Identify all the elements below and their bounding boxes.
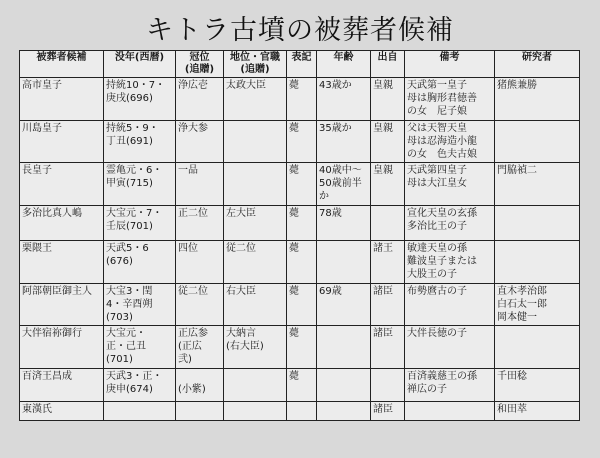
cell-researcher: [495, 121, 580, 163]
cell-remarks: 天武第一皇子 母は胸形君徳善 の女 尼子娘: [405, 78, 495, 121]
table-row: [20, 326, 580, 369]
cell-candidate: 東漢氏: [20, 402, 104, 421]
cell-notation: 薨: [287, 163, 317, 206]
cell-origin: 皇親: [371, 163, 405, 206]
cell-rank: [176, 402, 224, 421]
cell-death-year: [104, 402, 176, 421]
cell-age: 40歳中～ 50歳前半 か: [317, 163, 371, 206]
cell-researcher: 門脇禎二: [495, 163, 580, 206]
header-age: 年齢: [317, 51, 371, 78]
cell-position: 左大臣: [224, 206, 287, 241]
cell-candidate: 高市皇子: [20, 78, 104, 121]
cell-candidate: 阿部朝臣御主人: [20, 284, 104, 326]
cell-origin: 皇親: [371, 78, 405, 121]
cell-age: 69歳: [317, 284, 371, 326]
cell-age: [317, 369, 371, 402]
cell-candidate: 川島皇子: [20, 121, 104, 163]
cell-notation: 薨: [287, 78, 317, 121]
header-position: 地位・官職 (追贈): [224, 51, 287, 78]
cell-remarks: 布勢麿古の子: [405, 284, 495, 326]
cell-candidate: 大伴宿祢御行: [20, 326, 104, 369]
cell-origin: [371, 369, 405, 402]
cell-position: [224, 369, 287, 402]
table-row: [20, 78, 580, 121]
page-title: キトラ古墳の被葬者候補: [146, 15, 454, 46]
cell-rank: 従二位: [176, 284, 224, 326]
cell-candidate: 多治比真人嶋: [20, 206, 104, 241]
cell-death-year: 霊亀元・6・ 甲寅(715): [104, 163, 176, 206]
cell-remarks: 父は天智天皇 母は忍海造小龍 の女 色夫古娘: [405, 121, 495, 163]
cell-rank: 一品: [176, 163, 224, 206]
cell-candidate: 栗隈王: [20, 241, 104, 284]
table-row: [20, 402, 580, 421]
table-row: [20, 241, 580, 284]
cell-researcher: [495, 206, 580, 241]
cell-age: 35歳か: [317, 121, 371, 163]
header-candidate: 被葬者候補: [20, 51, 104, 78]
cell-position: 太政大臣: [224, 78, 287, 121]
cell-position: [224, 163, 287, 206]
table-row: [20, 121, 580, 163]
cell-death-year: 大宝3・閏 4・辛酉朔 (703): [104, 284, 176, 326]
cell-rank: 四位: [176, 241, 224, 284]
header-researcher: 研究者: [495, 51, 580, 78]
cell-death-year: 持統5・9・ 丁丑(691): [104, 121, 176, 163]
cell-candidate: 長皇子: [20, 163, 104, 206]
cell-remarks: 宣化天皇の玄孫 多治比王の子: [405, 206, 495, 241]
cell-origin: 諸臣: [371, 284, 405, 326]
cell-researcher: 和田萃: [495, 402, 580, 421]
cell-researcher: 千田稔: [495, 369, 580, 402]
cell-age: [317, 326, 371, 369]
cell-death-year: 持統10・7・ 庚戌(696): [104, 78, 176, 121]
table-row: [20, 284, 580, 326]
cell-position: [224, 121, 287, 163]
table-row: [20, 369, 580, 402]
header-origin: 出自: [371, 51, 405, 78]
header-rank: 冠位 (追贈): [176, 51, 224, 78]
header-death-year: 没年(西暦): [104, 51, 176, 78]
cell-notation: 薨: [287, 369, 317, 402]
cell-remarks: 敏達天皇の孫 難波皇子または 大股王の子: [405, 241, 495, 284]
cell-age: [317, 402, 371, 421]
table-row: [20, 206, 580, 241]
cell-notation: 薨: [287, 241, 317, 284]
cell-remarks: [405, 402, 495, 421]
cell-researcher: [495, 241, 580, 284]
cell-position: 従二位: [224, 241, 287, 284]
candidates-table: [19, 50, 580, 421]
cell-position: [224, 402, 287, 421]
cell-death-year: 大宝元・ 正・己丑 (701): [104, 326, 176, 369]
cell-death-year: 大宝元・7・ 壬辰(701): [104, 206, 176, 241]
cell-origin: 諸臣: [371, 326, 405, 369]
cell-origin: 皇親: [371, 121, 405, 163]
header-notation: 表記: [287, 51, 317, 78]
cell-age: [317, 241, 371, 284]
cell-remarks: 百済義慈王の孫 禅広の子: [405, 369, 495, 402]
header-remarks: 備考: [405, 51, 495, 78]
cell-remarks: 大伴長徳の子: [405, 326, 495, 369]
cell-notation: 薨: [287, 284, 317, 326]
cell-age: 78歳: [317, 206, 371, 241]
cell-researcher: 直木孝治郎 白石太一郎 岡本健一: [495, 284, 580, 326]
cell-rank: 浄広壱: [176, 78, 224, 121]
cell-death-year: 天武5・6 (676): [104, 241, 176, 284]
cell-origin: [371, 206, 405, 241]
cell-researcher: [495, 326, 580, 369]
cell-origin: 諸王: [371, 241, 405, 284]
table-row: [20, 163, 580, 206]
cell-notation: [287, 402, 317, 421]
cell-researcher: 猪熊兼勝: [495, 78, 580, 121]
cell-candidate: 百済王昌成: [20, 369, 104, 402]
cell-death-year: 天武3・正・ 庚申(674): [104, 369, 176, 402]
cell-notation: 薨: [287, 206, 317, 241]
cell-age: 43歳か: [317, 78, 371, 121]
cell-origin: 諸臣: [371, 402, 405, 421]
cell-notation: 薨: [287, 121, 317, 163]
cell-rank: 正二位: [176, 206, 224, 241]
cell-remarks: 天武第四皇子 母は大江皇女: [405, 163, 495, 206]
cell-rank: 浄大参: [176, 121, 224, 163]
cell-rank: (小紫): [176, 369, 224, 402]
cell-position: 右大臣: [224, 284, 287, 326]
header-row: [20, 51, 580, 78]
cell-notation: 薨: [287, 326, 317, 369]
cell-rank: 正広参 (正広 弐): [176, 326, 224, 369]
cell-position: 大納言 (右大臣): [224, 326, 287, 369]
